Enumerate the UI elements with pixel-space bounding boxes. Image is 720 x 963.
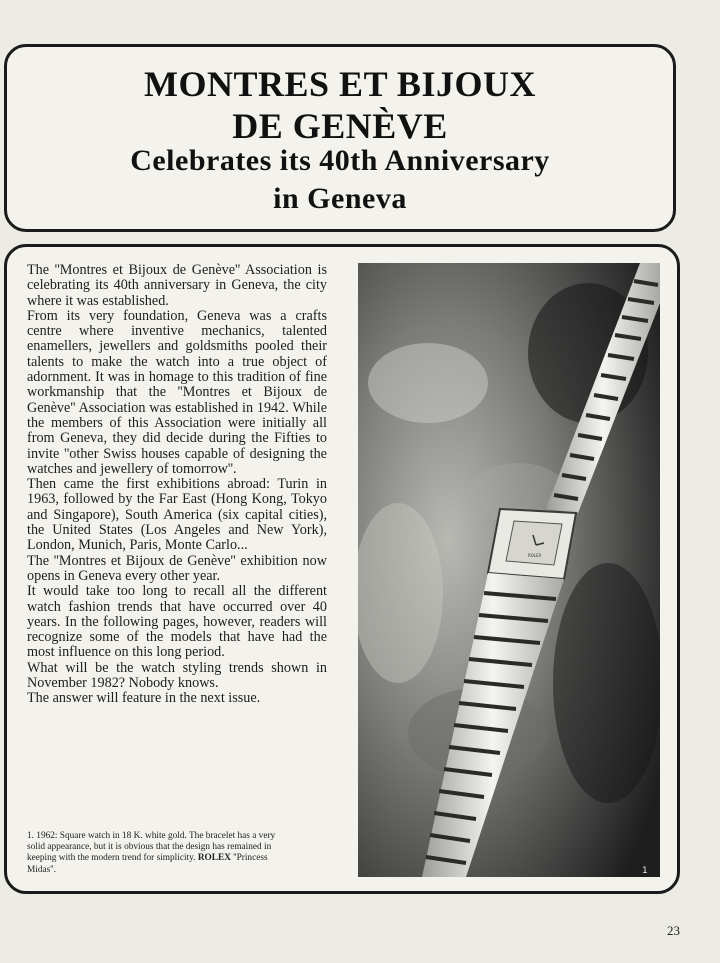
paragraph: The ''Montres et Bijoux de Genève'' Association is celebrating its 40th anniversary in Geneva, the city where it was established. — [27, 262, 327, 309]
watch-case — [488, 509, 576, 579]
article-text — [27, 263, 327, 707]
paragraph: What will be the watch styling trends shown in November 1982? Nobody knows. — [27, 659, 327, 692]
photo-caption — [27, 831, 289, 876]
paragraph: It would take too long to recall all the different watch fashion trends that have occurred over 40 years. In the following pages, however, readers will recognize some of the models that have had the most influence on this long period. — [27, 583, 327, 661]
paragraph: The answer will feature in the next issue. — [27, 690, 261, 707]
paragraph: Then came the first exhibitions abroad: Turin in 1963, followed by the Far East (Hong Kong, Tokyo and Singapore), South America (six capital cities), the United States (Los Angeles and New York), London, Munich, Paris, Monte Carlo... — [27, 476, 327, 554]
caption-text: 1. 1962: Square watch in 18 K. white gold. The bracelet has a very solid appearance, but it is obvious that the design has remained in keeping with the modern trend for simplicity. — [27, 831, 276, 864]
dial-brand-text: ROLEX — [528, 553, 542, 558]
caption-brand: ROLEX — [197, 853, 231, 864]
headline-line-1: MONTRES ET BIJOUX — [144, 64, 536, 104]
paragraph: The ''Montres et Bijoux de Genève'' exhibition now opens in Geneva every other year. — [27, 552, 327, 584]
title-box — [4, 44, 676, 232]
page-number: 23 — [667, 923, 680, 938]
caption-model: ''Princess Midas''. — [27, 853, 268, 875]
watch-illustration — [358, 263, 660, 877]
paragraph: From its very foundation, Geneva was a crafts centre where inventive mechanics, talented enamellers, jewellers and goldsmiths pooled their talents to make the watch into a true object of adornment. It was in homage to this tradition of fine workmanship that the ''Montres et Bijoux de Genève'' Association was established in 1942. While the members of this Association were initially all from Geneva, they did decide during the Fifties to invite ''other Swiss houses capable of designing the watches and jewellery of tomorrow''. — [27, 307, 327, 477]
subheadline-line-2: in Geneva — [273, 182, 407, 215]
watch-photo — [358, 263, 660, 877]
headline-line-2: DE GENÈVE — [232, 106, 448, 146]
subheadline-line-1: Celebrates its 40th Anniversary — [130, 144, 550, 177]
photo-number: 1 — [642, 866, 648, 876]
